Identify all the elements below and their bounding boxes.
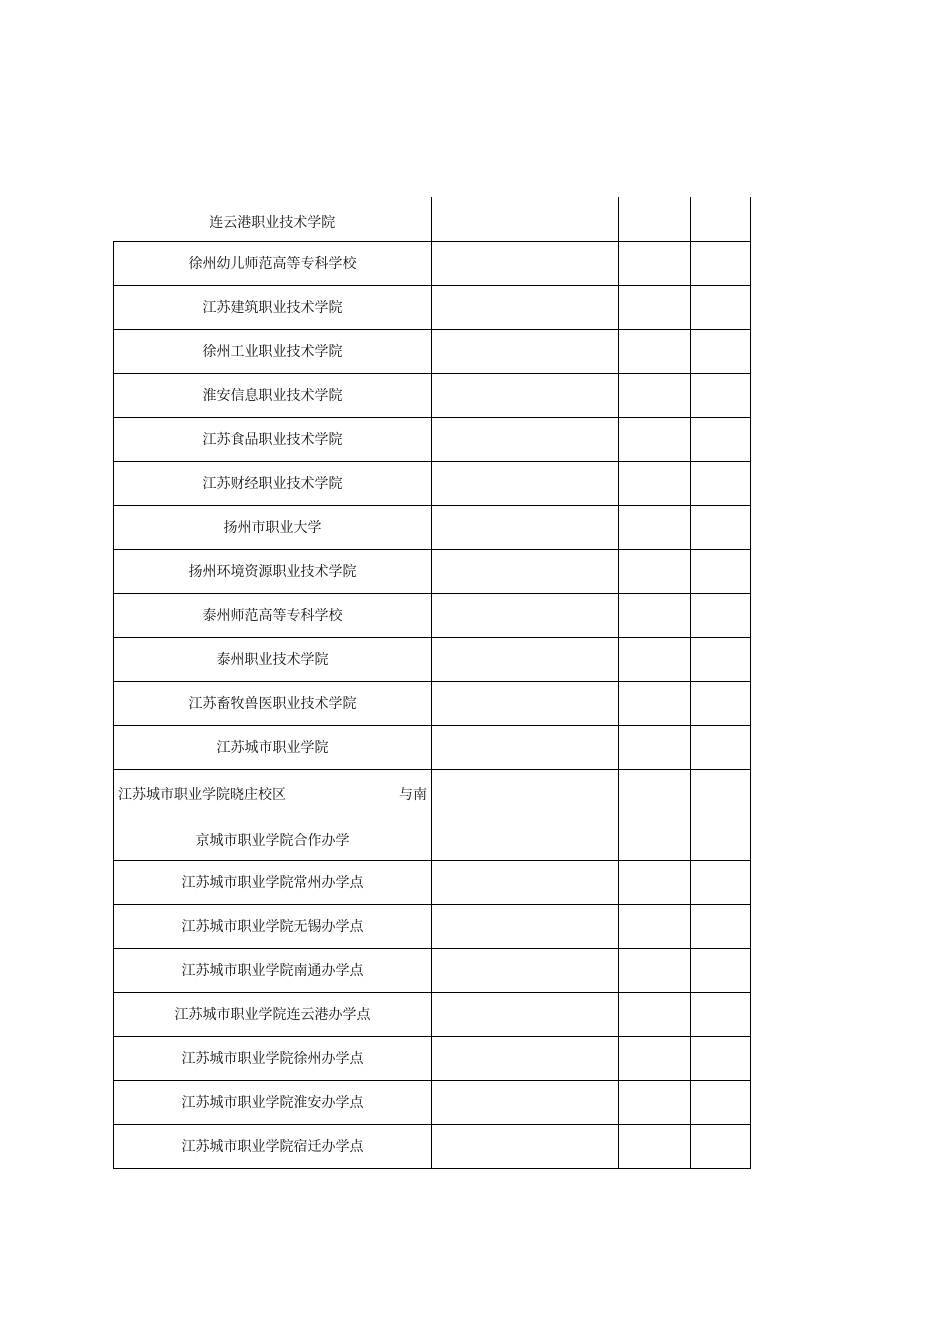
school-name-cell: 江苏城市职业学院无锡办学点	[114, 904, 432, 948]
table-row	[114, 1036, 751, 1080]
empty-cell	[619, 1124, 691, 1168]
table-row	[114, 285, 751, 329]
table-row	[114, 197, 751, 241]
empty-cell	[691, 948, 751, 992]
school-name-cell: 江苏城市职业学院徐州办学点	[114, 1036, 432, 1080]
table-row	[114, 549, 751, 593]
empty-cell	[619, 461, 691, 505]
empty-cell	[619, 417, 691, 461]
two-line-first-line	[118, 784, 427, 804]
table-row-tall	[114, 769, 751, 860]
empty-cell	[691, 904, 751, 948]
school-name-cell-two-line	[114, 769, 432, 860]
school-name-cell: 江苏食品职业技术学院	[114, 417, 432, 461]
table-row	[114, 725, 751, 769]
table-row	[114, 1124, 751, 1168]
empty-cell	[432, 461, 619, 505]
two-line-second-line: 京城市职业学院合作办学	[195, 832, 350, 849]
school-name-cell: 扬州环境资源职业技术学院	[114, 549, 432, 593]
empty-cell	[619, 725, 691, 769]
empty-cell	[691, 241, 751, 285]
school-name-cell: 泰州师范高等专科学校	[114, 593, 432, 637]
empty-cell	[691, 769, 751, 860]
school-name-cell: 江苏畜牧兽医职业技术学院	[114, 681, 432, 725]
empty-cell	[432, 948, 619, 992]
empty-cell	[619, 593, 691, 637]
table-row	[114, 373, 751, 417]
empty-cell	[432, 329, 619, 373]
empty-cell	[432, 593, 619, 637]
empty-cell	[691, 1036, 751, 1080]
empty-cell	[619, 197, 691, 241]
empty-cell	[691, 505, 751, 549]
school-name-cell: 江苏财经职业技术学院	[114, 461, 432, 505]
empty-cell	[432, 197, 619, 241]
two-line-first-right: 与南	[399, 786, 427, 803]
empty-cell	[691, 992, 751, 1036]
empty-cell	[432, 1036, 619, 1080]
table-row	[114, 904, 751, 948]
empty-cell	[691, 285, 751, 329]
two-line-wrapper	[114, 770, 431, 860]
empty-cell	[619, 1080, 691, 1124]
empty-cell	[619, 505, 691, 549]
empty-cell	[432, 860, 619, 904]
school-name-cell: 连云港职业技术学院	[114, 197, 432, 241]
empty-cell	[432, 637, 619, 681]
school-name-cell: 扬州市职业大学	[114, 505, 432, 549]
table-row	[114, 992, 751, 1036]
empty-cell	[691, 373, 751, 417]
empty-cell	[432, 549, 619, 593]
empty-cell	[619, 860, 691, 904]
empty-cell	[691, 417, 751, 461]
empty-cell	[619, 373, 691, 417]
two-line-first-left: 江苏城市职业学院晓庄校区	[118, 786, 286, 803]
school-table-container	[113, 197, 750, 1169]
empty-cell	[691, 549, 751, 593]
empty-cell	[619, 992, 691, 1036]
table-row	[114, 241, 751, 285]
school-name-cell: 江苏建筑职业技术学院	[114, 285, 432, 329]
school-name-cell: 徐州幼儿师范高等专科学校	[114, 241, 432, 285]
empty-cell	[432, 992, 619, 1036]
empty-cell	[432, 285, 619, 329]
table-row	[114, 860, 751, 904]
empty-cell	[619, 329, 691, 373]
empty-cell	[691, 860, 751, 904]
empty-cell	[432, 373, 619, 417]
empty-cell	[691, 725, 751, 769]
empty-cell	[432, 241, 619, 285]
empty-cell	[691, 593, 751, 637]
empty-cell	[619, 1036, 691, 1080]
school-name-cell: 泰州职业技术学院	[114, 637, 432, 681]
empty-cell	[691, 1124, 751, 1168]
empty-cell	[619, 904, 691, 948]
empty-cell	[432, 417, 619, 461]
school-name-cell: 江苏城市职业学院淮安办学点	[114, 1080, 432, 1124]
empty-cell	[432, 1124, 619, 1168]
table-row	[114, 681, 751, 725]
table-row	[114, 461, 751, 505]
empty-cell	[691, 197, 751, 241]
empty-cell	[691, 461, 751, 505]
school-name-cell: 江苏城市职业学院连云港办学点	[114, 992, 432, 1036]
school-table	[113, 197, 751, 1169]
table-row	[114, 505, 751, 549]
empty-cell	[432, 681, 619, 725]
table-row	[114, 329, 751, 373]
empty-cell	[691, 329, 751, 373]
table-row	[114, 417, 751, 461]
empty-cell	[619, 948, 691, 992]
school-name-cell: 江苏城市职业学院常州办学点	[114, 860, 432, 904]
school-name-cell: 淮安信息职业技术学院	[114, 373, 432, 417]
table-row	[114, 948, 751, 992]
table-row	[114, 593, 751, 637]
empty-cell	[619, 285, 691, 329]
empty-cell	[619, 681, 691, 725]
table-row	[114, 1080, 751, 1124]
empty-cell	[691, 1080, 751, 1124]
empty-cell	[691, 681, 751, 725]
school-name-cell: 徐州工业职业技术学院	[114, 329, 432, 373]
empty-cell	[619, 241, 691, 285]
empty-cell	[432, 769, 619, 860]
school-name-cell: 江苏城市职业学院宿迁办学点	[114, 1124, 432, 1168]
empty-cell	[691, 637, 751, 681]
empty-cell	[432, 904, 619, 948]
empty-cell	[619, 549, 691, 593]
school-name-cell: 江苏城市职业学院南通办学点	[114, 948, 432, 992]
empty-cell	[619, 637, 691, 681]
table-row	[114, 637, 751, 681]
empty-cell	[432, 725, 619, 769]
empty-cell	[432, 1080, 619, 1124]
empty-cell	[619, 769, 691, 860]
school-name-cell: 江苏城市职业学院	[114, 725, 432, 769]
empty-cell	[432, 505, 619, 549]
